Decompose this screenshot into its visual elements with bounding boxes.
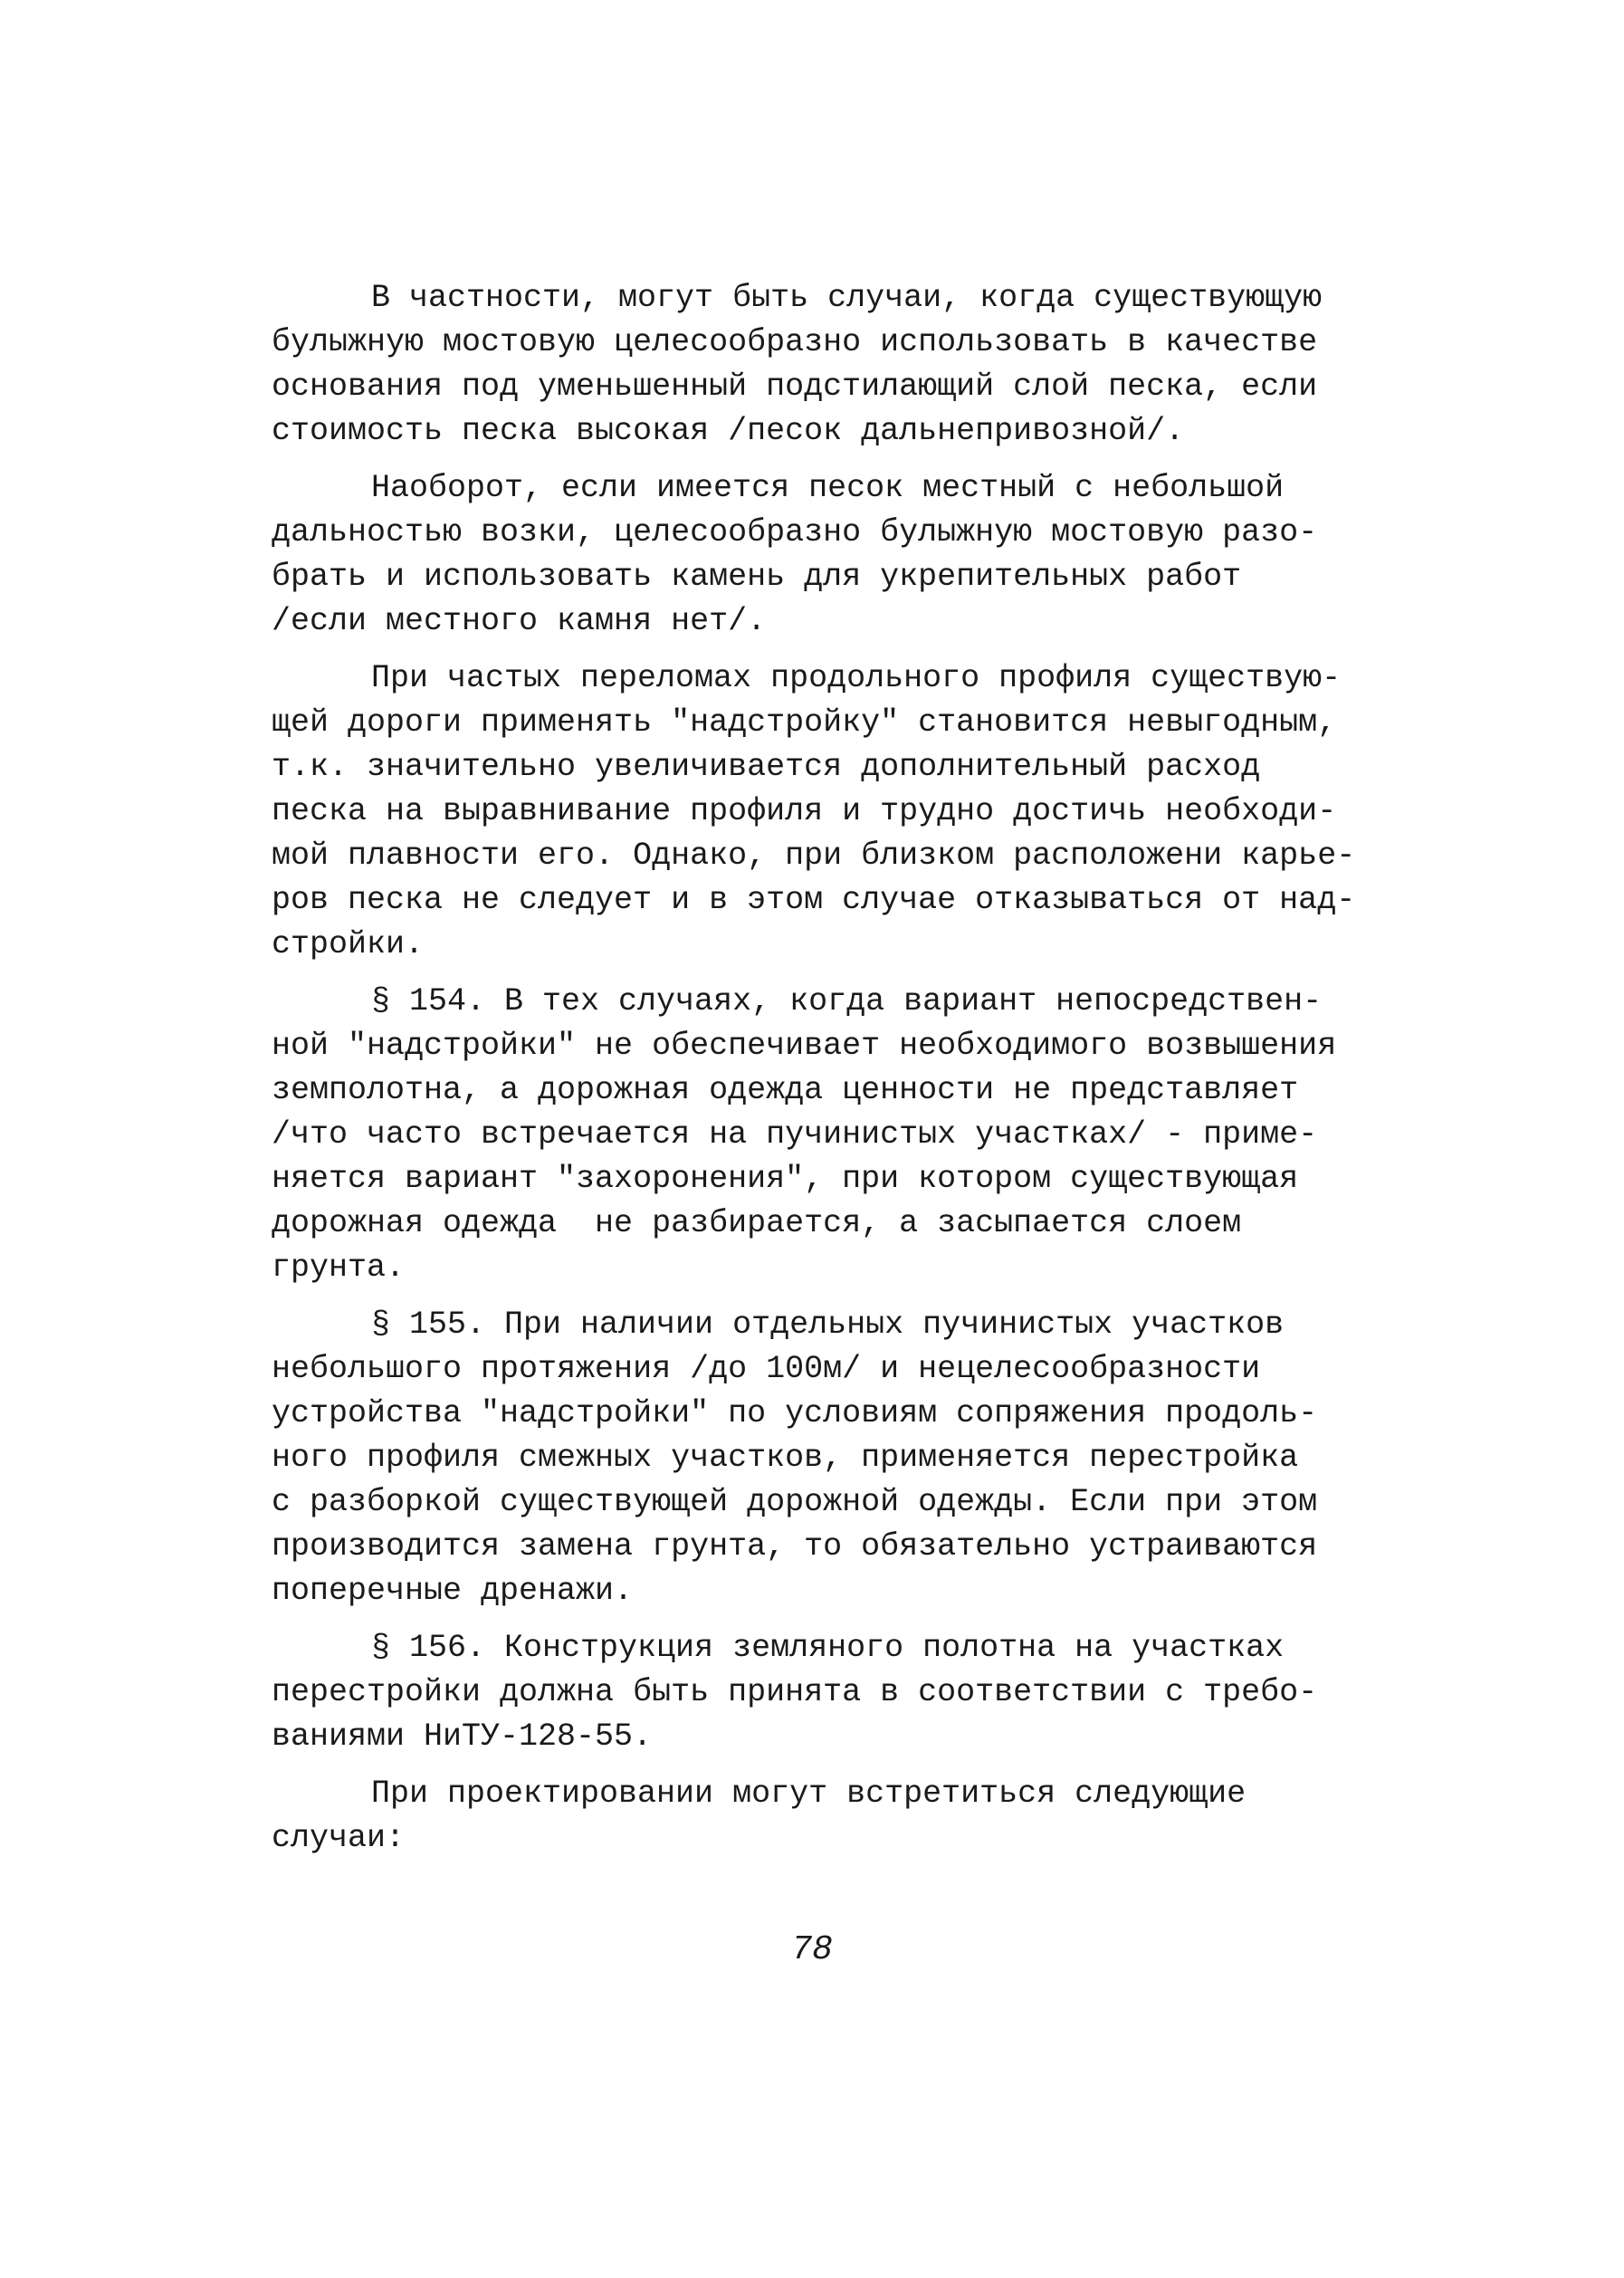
text-line: перестройки должна быть принята в соответствии с требо- <box>272 1674 1318 1710</box>
text-line: дальностью возки, целесообразно булыжную мостовую разо- <box>272 514 1318 550</box>
paragraph <box>272 656 1358 967</box>
text-line: ного профиля смежных участков, применяется перестройка <box>272 1440 1299 1476</box>
paragraph <box>272 466 1358 644</box>
text-line: булыжную мостовую целесообразно использовать в качестве <box>272 324 1318 360</box>
paragraph <box>272 1626 1358 1759</box>
text-line: При проектировании могут встретиться следующие <box>371 1776 1247 1812</box>
text-line: § 155. При наличии отдельных пучинистых участков <box>371 1306 1285 1343</box>
text-line: стройки. <box>272 926 425 962</box>
text-line: земполотна, а дорожная одежда ценности не представляет <box>272 1072 1299 1108</box>
text-line: песка на выравнивание профиля и трудно достичь необходи- <box>272 793 1337 829</box>
body-text <box>272 276 1358 1873</box>
text-line: /если местного камня нет/. <box>272 603 767 639</box>
text-line: В частности, могут быть случаи, когда существующую <box>371 280 1323 316</box>
text-line: щей дороги применять "надстройку" становится невыгодным, <box>272 704 1337 741</box>
text-line: /что часто встречается на пучинистых участках/ - приме- <box>272 1116 1318 1153</box>
paragraph <box>272 1303 1358 1613</box>
text-line: основания под уменьшенный подстилающий слой песка, если <box>272 368 1318 405</box>
text-line: стоимость песка высокая /песок дальнепривозной/. <box>272 413 1185 449</box>
page-number: 78 <box>791 1930 833 1969</box>
text-line: устройства "надстройки" по условиям сопряжения продоль- <box>272 1395 1318 1431</box>
text-line: § 156. Конструкция земляного полотна на участках <box>371 1630 1285 1666</box>
text-line: небольшого протяжения /до 100м/ и нецелесообразности <box>272 1351 1261 1387</box>
text-line: т.к. значительно увеличивается дополнительный расход <box>272 749 1261 785</box>
text-line: дорожная одежда не разбирается, а засыпается слоем <box>272 1205 1242 1241</box>
text-line: § 154. В тех случаях, когда вариант непосредствен- <box>371 983 1323 1019</box>
text-line: ваниями НиТУ-128-55. <box>272 1718 653 1755</box>
text-line: грунта. <box>272 1249 406 1286</box>
text-line: случаи: <box>272 1820 406 1856</box>
text-line: Наоборот, если имеется песок местный с небольшой <box>371 470 1285 506</box>
text-line: брать и использовать камень для укрепительных работ <box>272 559 1242 595</box>
paragraph <box>272 276 1358 454</box>
text-line: поперечные дренажи. <box>272 1573 634 1609</box>
text-line: с разборкой существующей дорожной одежды. Если при этом <box>272 1484 1318 1520</box>
paragraph <box>272 980 1358 1290</box>
text-line: мой плавности его. Однако, при близком расположени карье- <box>272 838 1356 874</box>
text-line: няется вариант "захоронения", при котором существующая <box>272 1161 1299 1197</box>
paragraph <box>272 1772 1358 1861</box>
text-line: ров песка не следует и в этом случае отказываться от над- <box>272 882 1356 918</box>
text-line: производится замена грунта, то обязательно устраиваются <box>272 1528 1318 1565</box>
text-line: При частых переломах продольного профиля существую- <box>371 660 1342 696</box>
text-line: ной "надстройки" не обеспечивает необходимого возвышения <box>272 1028 1337 1064</box>
